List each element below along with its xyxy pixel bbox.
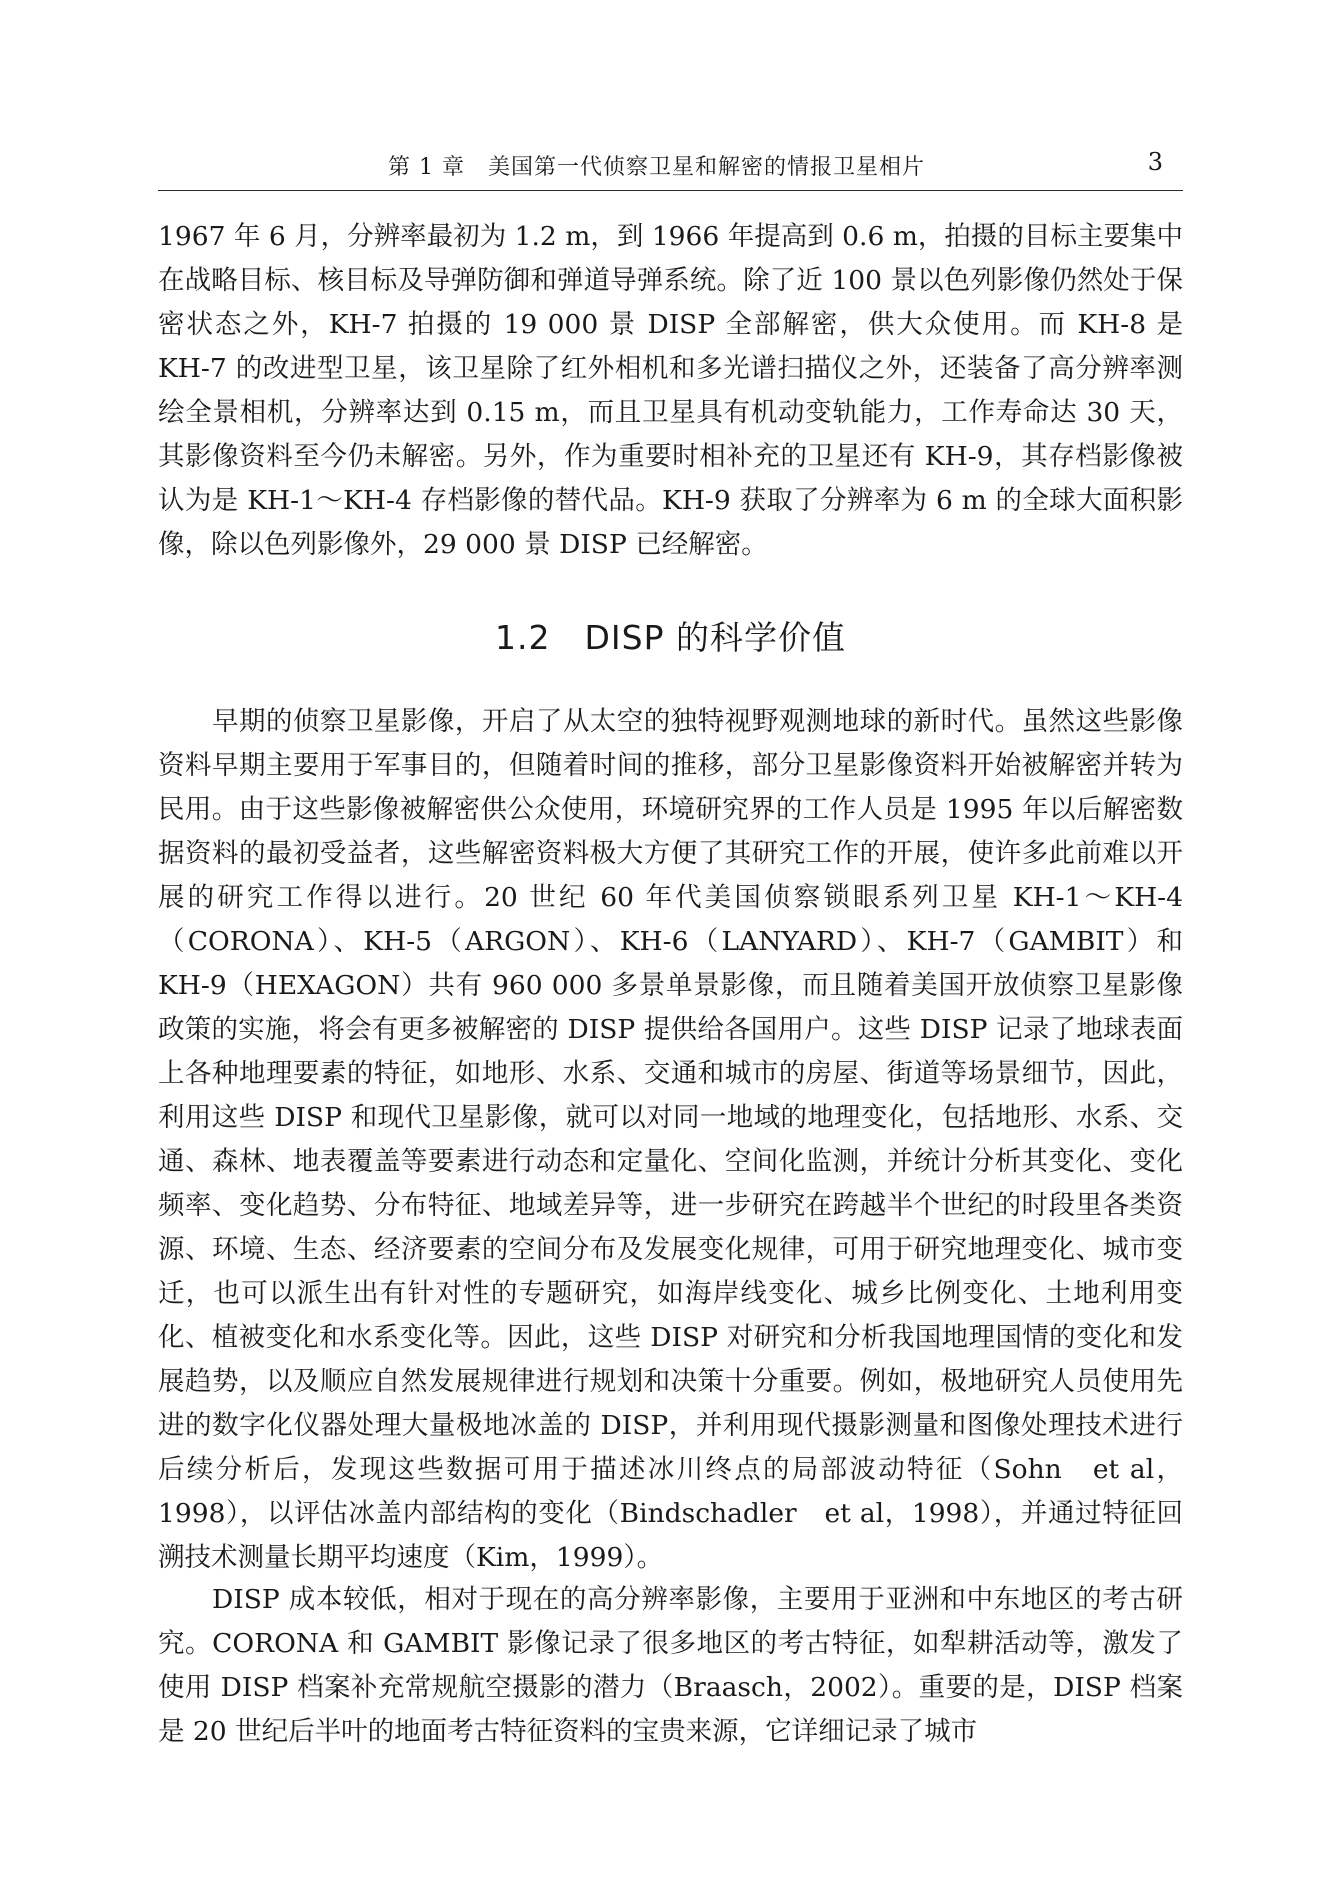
paragraph-scientific-value: 早期的侦察卫星影像，开启了从太空的独特视野观测地球的新时代。虽然这些影像资料早期主要用于军事目的，但随着时间的推移，部分卫星影像资料开始被解密并转为民用。由于这些影像被解密供公众使用，环境研究界的工作人员是 1995 年以后解密数据资料的最初受益者，这些解密资料极大方便了其研究工作的开展，使许多此前难以开展的研究工作得以进行。20 世纪 60 年代美国侦察锁眼系列卫星 KH-1～KH-4（CORONA）、KH-5（ARGON）、KH-6（LANYARD）、KH-7（GAMBIT）和 KH-9（HEXAGON）共有 960 000 多景单景影像，而且随着美国开放侦察卫星影像政策的实施，将会有更多被解密的 DISP 提供给各国用户。这些 DISP 记录了地球表面上各种地理要素的特征，如地形、水系、交通和城市的房屋、街道等场景细节，因此，利用这些 DISP 和现代卫星影像，就可以对同一地域的地理变化，包括地形、水系、交通、森林、地表覆盖等要素进行动态和定量化、空间化监测，并统计分析其变化、变化频率、变化趋势、分布特征、地域差异等，进一步研究在跨越半个世纪的时段里各类资源、环境、生态、经济要素的空间分布及发展变化规律，可用于研究地理变化、城市变迁，也可以派生出有针对性的专题研究，如海岸线变化、城乡比例变化、土地利用变化、植被变化和水系变化等。因此，这些 DISP 对研究和分析我国地理国情的变化和发展趋势，以及顺应自然发展规律进行规划和决策十分重要。例如，极地研究人员使用先进的数字化仪器处理大量极地冰盖的 DISP，并利用现代摄影测量和图像处理技术进行后续分析后，发现这些数据可用于描述冰川终点的局部波动特征（Sohn et al，1998），以评估冰盖内部结构的变化（Bindschadler et al，1998），并通过特征回溯技术测量长期平均速度（Kim，1999）。 <box>158 706 1183 1573</box>
page-number: 3 <box>1147 148 1163 176</box>
chapter-title: 第 1 章 美国第一代侦察卫星和解密的情报卫星相片 <box>388 155 925 180</box>
paragraph-archaeology: DISP 成本较低，相对于现在的高分辨率影像，主要用于亚洲和中东地区的考古研究。CORONA 和 GAMBIT 影像记录了很多地区的考古特征，如犁耕活动等，激发了使用 DISP 档案补充常规航空摄影的潜力（Braasch，2002）。重要的是，DISP 档案是 20 世纪后半叶的地面考古特征资料的宝贵来源，它详细记录了城市 <box>158 1584 1183 1747</box>
paragraph-continued: 1967 年 6 月，分辨率最初为 1.2 m，到 1966 年提高到 0.6 m，拍摄的目标主要集中在战略目标、核目标及导弹防御和弹道导弹系统。除了近 100 景以色列影像仍然处于保密状态之外，KH-7 拍摄的 19 000 景 DISP 全部解密，供大众使用。而 KH-8 是 KH-7 的改进型卫星，该卫星除了红外相机和多光谱扫描仪之外，还装备了高分辨率测绘全景相机，分辨率达到 0.15 m，而且卫星具有机动变轨能力，工作寿命达 30 天，其影像资料至今仍未解密。另外，作为重要时相补充的卫星还有 KH-9，其存档影像被认为是 KH-1～KH-4 存档影像的替代品。KH-9 获取了分辨率为 6 m 的全球大面积影像，除以色列影像外，29 000 景 DISP 已经解密。 <box>158 221 1183 560</box>
section-heading: 1.2 DISP 的科学价值 <box>495 618 846 657</box>
running-header <box>158 146 1183 191</box>
